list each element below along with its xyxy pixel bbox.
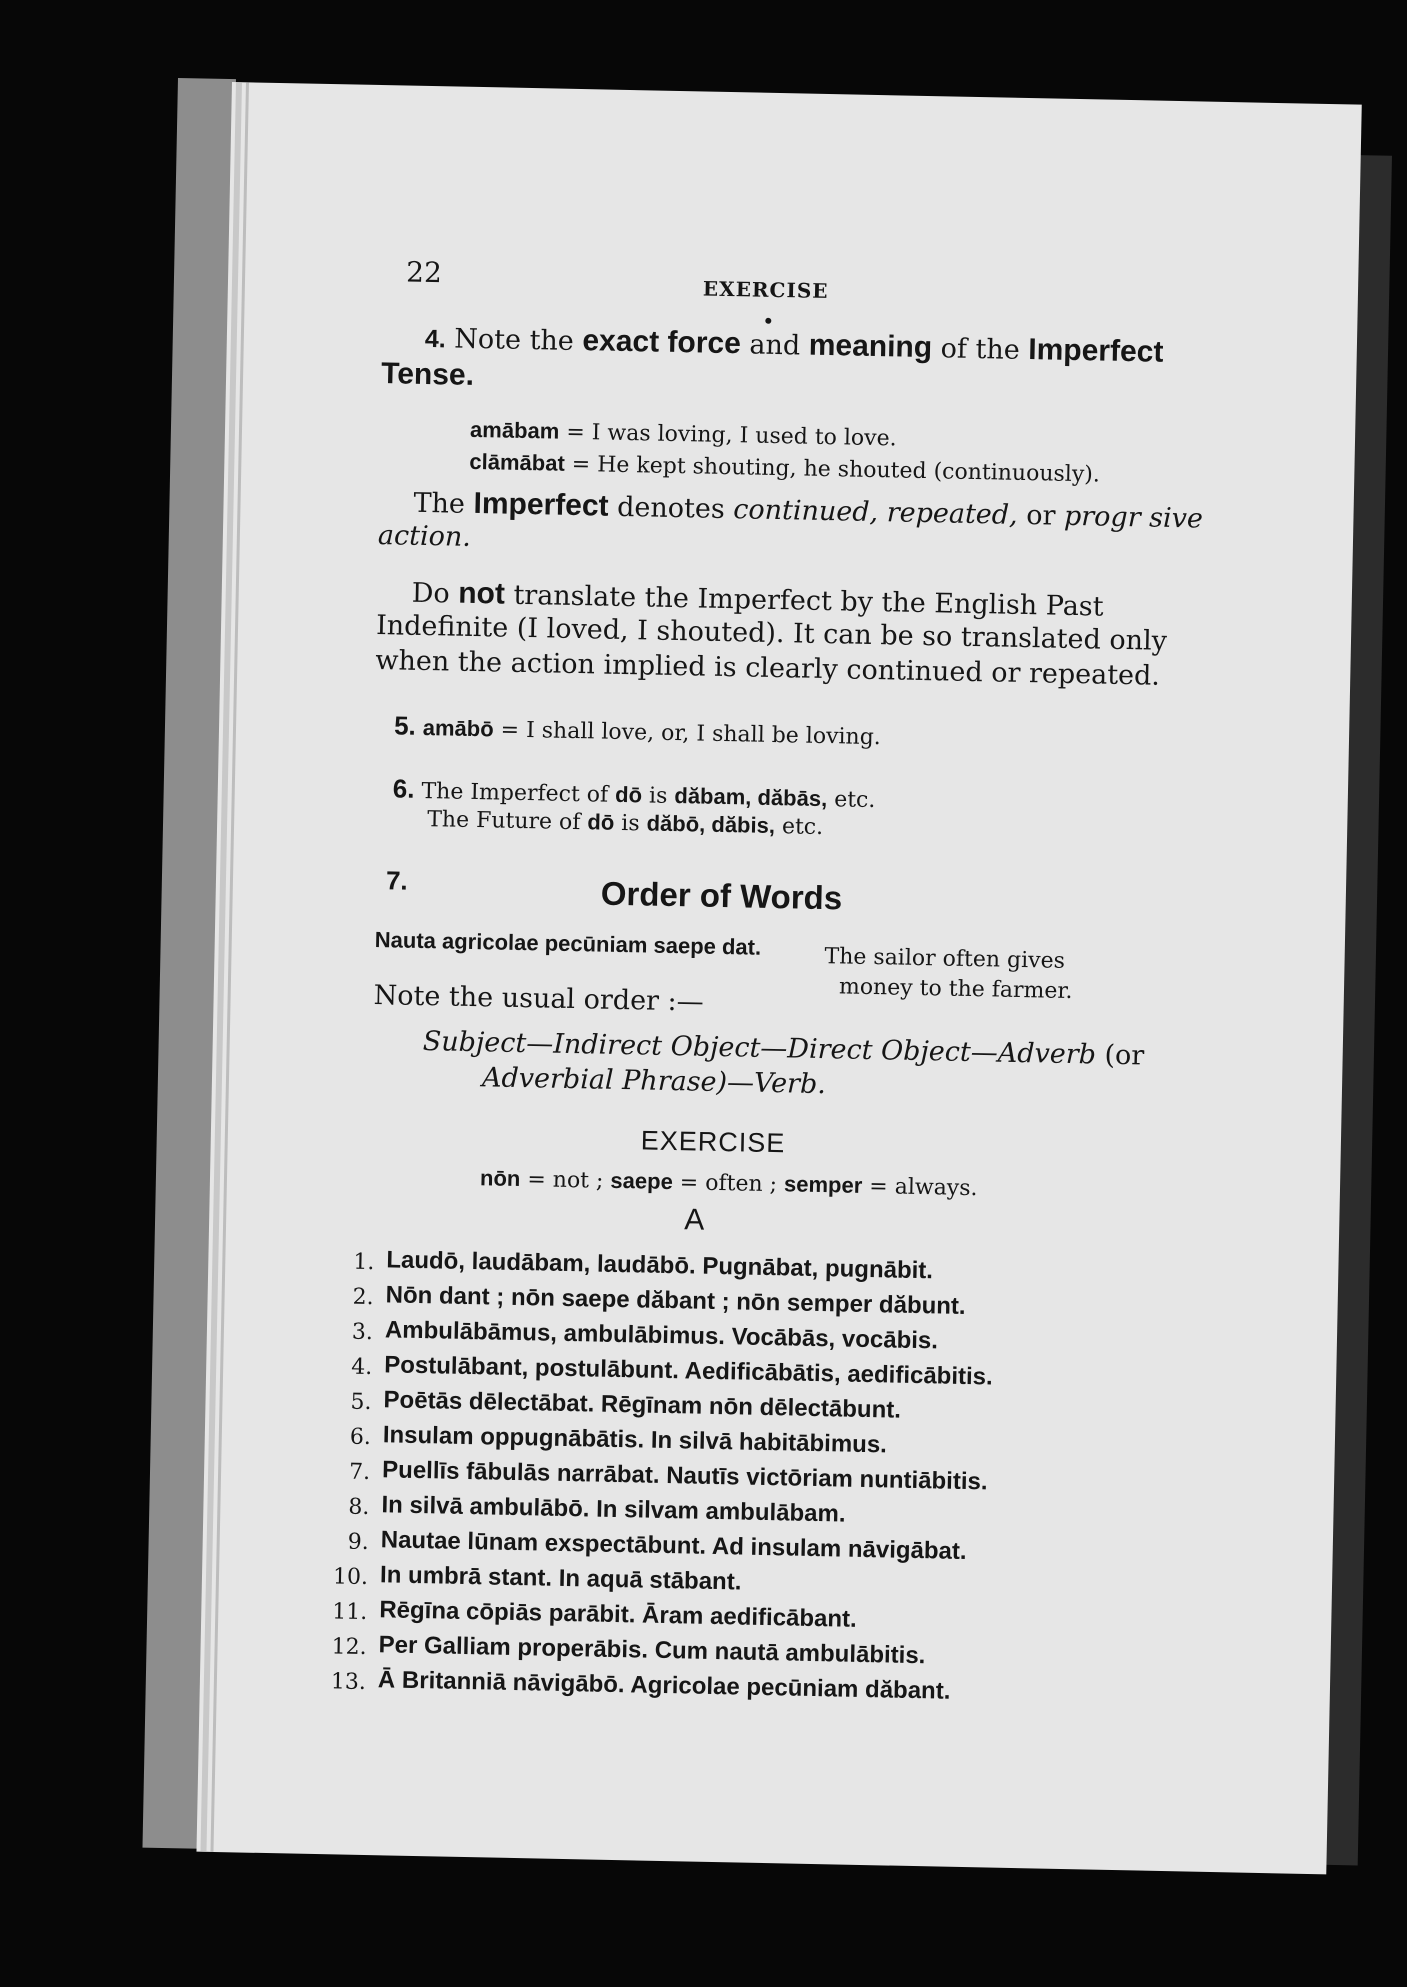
list-item: Nōn dant ; nōn saepe dăbant ; nōn semper dăbunt. [385,1281,966,1320]
section-6-line-2: The Future of dō is dăbō, dăbis, etc. [426,807,824,841]
section-a-heading: A [683,1203,705,1237]
list-item: Ā Britanniā nāvigābō. Agricolae pecūniam dăbant. [377,1666,951,1705]
list-item-number: 6. [349,1424,372,1451]
list-item-number: 10. [332,1564,369,1591]
list-item-number: 5. [350,1389,372,1416]
vocabulary-line: nōn = not ; saepe = often ; semper = always. [479,1165,978,1202]
print-speck [765,318,771,324]
list-item: Per Galliam properābis. Cum nautā ambulābitis. [378,1631,926,1670]
do-not-line-3: when the action implied is clearly continued or repeated. [375,644,1161,692]
latin-example: Nauta agricolae pecūniam saepe dat. [374,927,762,960]
section-6-line-1: 6. The Imperfect of dō is dăbam, dăbās, etc. [392,773,876,814]
section-4-line-2: Tense. [380,357,475,392]
list-item-number: 9. [347,1529,369,1556]
list-item: Laudō, laudābam, laudābō. Pugnābat, pugnābit. [386,1246,934,1285]
list-item: In umbrā stant. In aquā stābant. [379,1561,742,1596]
do-not-line-2: Indefinite (I loved, I shouted). It can be so translated only [375,610,1168,657]
imperfect-desc-line-1: The Imperfect denotes continued, repeated, or progr sive [413,486,1204,535]
list-item: In silvā ambulābō. In silvam ambulābam. [381,1491,846,1528]
book-page [196,82,1361,1874]
order-of-words-heading: Order of Words [600,874,843,917]
list-item-number: 4. [350,1354,373,1381]
list-item-number: 12. [331,1634,367,1661]
section-4-line-1: 4. Note the exact force and meaning of the Imperfect [424,323,1164,369]
section-5: 5. amābō = I shall love, or, I shall be loving. [393,710,882,751]
page-number: 22 [405,255,443,290]
running-head: EXERCISE [702,276,829,304]
list-item: Poētās dēlectābat. Rēgīnam nōn dēlectābunt. [383,1386,902,1424]
order-formula-line-1: Subject—Indirect Object—Direct Object—Adverb (or [422,1026,1145,1072]
list-item: Ambulābāmus, ambulābimus. Vocābās, vocābis. [384,1316,939,1355]
list-item: Puellīs fābulās narrābat. Nautīs victōriam nuntiābitis. [381,1456,988,1496]
english-translation-line-2: money to the farmer. [838,974,1073,1005]
english-translation-line-1: The sailor often gives [824,944,1066,974]
list-item: Postulābant, postulābunt. Aedificābātis, aedificābitis. [384,1351,993,1391]
list-item-number: 2. [352,1284,374,1311]
section-7-number: 7. [385,865,408,896]
section-number: 4. [424,324,447,354]
list-item-number: 8. [348,1494,370,1521]
list-item-number: 1. [353,1249,375,1276]
list-item: Insulam oppugnābātis. In silvā habitābimus. [382,1421,888,1459]
example-clamabat: clāmābat = He kept shouting, he shouted (continuously). [469,448,1101,488]
list-item: Rēgīna cōpiās parābit. Āram aedificābant. [379,1596,858,1633]
order-formula-line-2: Adverbial Phrase)—Verb. [481,1062,827,1101]
imperfect-desc-line-2: action. [377,520,472,553]
list-item-number: 7. [348,1459,371,1486]
list-item-number: 11. [332,1599,368,1626]
list-item-number: 3. [351,1319,374,1346]
example-amabam: amābam = I was loving, I used to love. [469,416,897,452]
list-item: Nautae lūnam exspectābunt. Ad insulam nāvigābat. [380,1526,967,1566]
do-not-line-1: Do not translate the Imperfect by the English Past [411,576,1104,623]
exercise-heading: EXERCISE [640,1125,786,1159]
note-usual-order: Note the usual order :— [373,980,705,1018]
list-item-number: 13. [330,1669,367,1696]
